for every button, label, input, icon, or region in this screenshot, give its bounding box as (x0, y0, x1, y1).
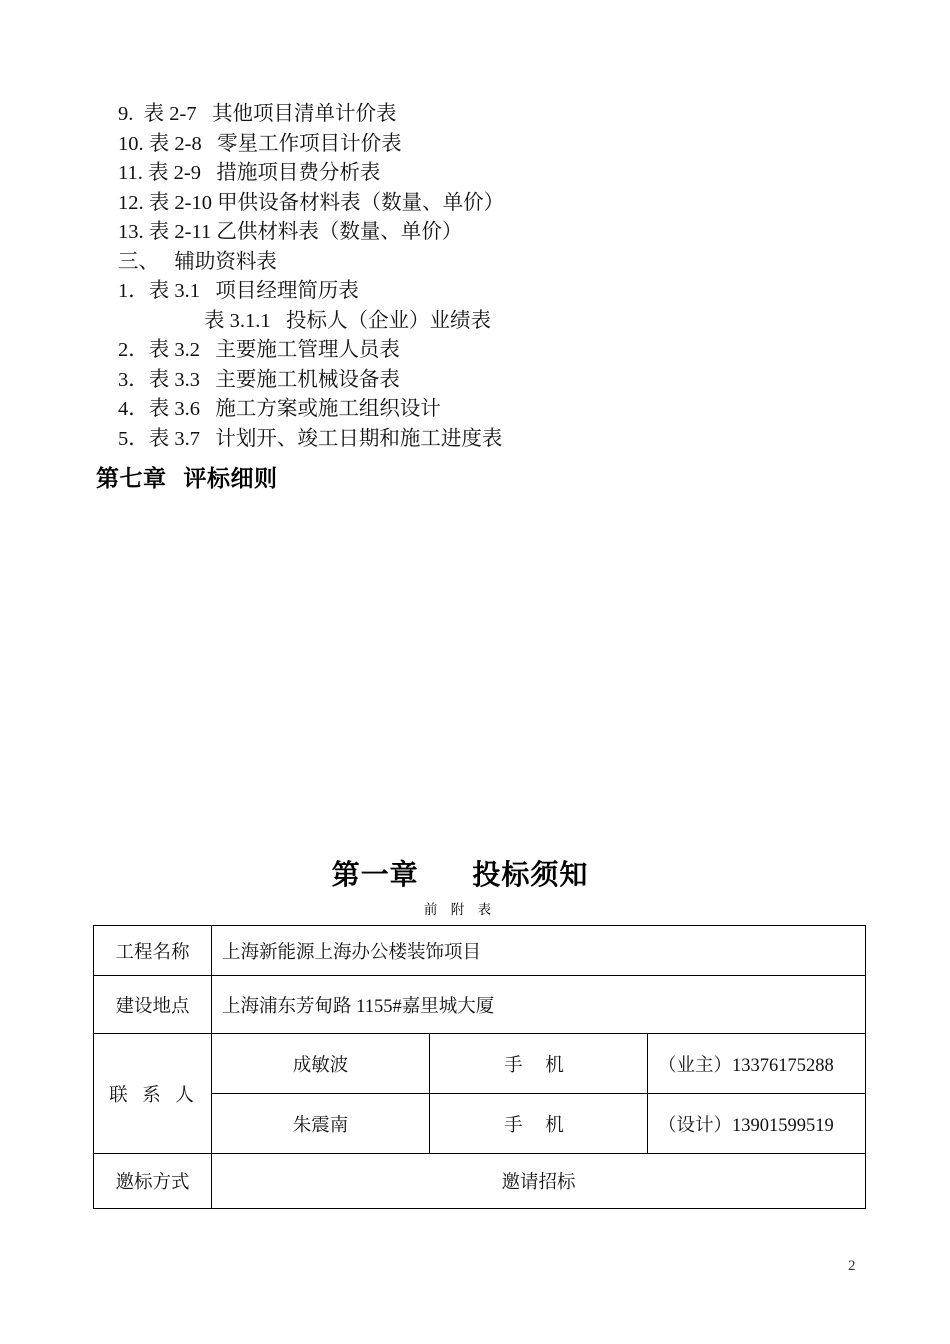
page-subtitle: 前 附 表 (423, 902, 497, 917)
table-row (94, 1034, 866, 1094)
front-attachment-table (93, 925, 866, 1209)
contact-field-label: 手 机 (430, 1094, 648, 1154)
contact-name: 成敏波 (212, 1034, 430, 1094)
table-row (94, 1154, 866, 1209)
row-value-project-name: 上海新能源上海办公楼装饰项目 (212, 926, 866, 976)
toc-line: 2．表 3.2 主要施工管理人员表 (118, 339, 400, 361)
table-of-contents (118, 100, 838, 454)
contact-field-label: 手 机 (430, 1034, 648, 1094)
row-value-bidding-method: 邀请招标 (212, 1154, 866, 1209)
page-number: 2 (848, 1258, 856, 1274)
toc-line-sub: 表 3.1.1 投标人（企业）业绩表 (204, 309, 491, 332)
toc-line: 12. 表 2-10 甲供设备材料表（数量、单价） (118, 191, 505, 214)
chapter-one-title-block (0, 858, 950, 918)
row-label-project-name: 工程名称 (94, 926, 212, 976)
row-label-site: 建设地点 (94, 976, 212, 1034)
toc-line: 5．表 3.7 计划开、竣工日期和施工进度表 (118, 427, 503, 450)
contact-phone: （设计）13901599519 (648, 1094, 866, 1154)
contact-name: 朱震南 (212, 1094, 430, 1154)
toc-line: 11. 表 2-9 措施项目费分析表 (118, 162, 381, 184)
page-title: 第一章 投标须知 (331, 858, 589, 891)
toc-line: 13. 表 2-11 乙供材料表（数量、单价） (118, 221, 463, 243)
chapter-seven-heading: 第七章 评标细则 (96, 466, 278, 492)
row-label-contacts: 联 系 人 (94, 1034, 212, 1154)
row-label-bidding-method: 邀标方式 (94, 1154, 212, 1209)
toc-line: 10. 表 2-8 零星工作项目计价表 (118, 132, 402, 155)
toc-line: 4．表 3.6 施工方案或施工组织设计 (118, 398, 441, 420)
toc-line: 1．表 3.1 项目经理简历表 (118, 280, 359, 302)
contact-phone: （业主）13376175288 (648, 1034, 866, 1094)
table-row (94, 976, 866, 1034)
table-row (94, 926, 866, 976)
toc-line: 9. 表 2-7 其他项目清单计价表 (118, 103, 397, 125)
toc-section-heading: 三、 辅助资料表 (118, 250, 277, 273)
row-value-site: 上海浦东芳甸路 1155#嘉里城大厦 (212, 976, 866, 1034)
toc-line: 3．表 3.3 主要施工机械设备表 (118, 368, 400, 391)
